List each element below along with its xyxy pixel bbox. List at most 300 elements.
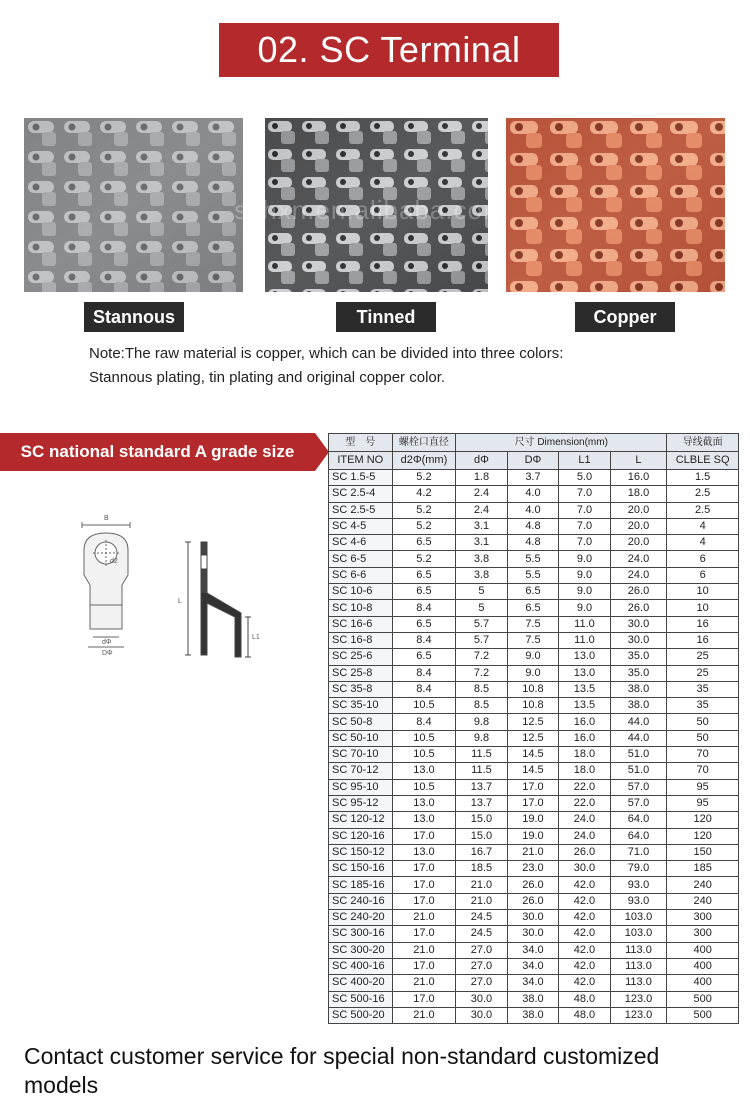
value-cell: 42.0 <box>559 910 611 926</box>
side-view <box>185 542 251 657</box>
value-cell: 64.0 <box>610 828 667 844</box>
value-cell: 240 <box>667 893 739 909</box>
value-cell: 7.0 <box>559 535 611 551</box>
item-no-cell: SC 95-10 <box>329 779 393 795</box>
value-cell: 16.0 <box>559 730 611 746</box>
terminal-dimension-diagram <box>60 505 275 675</box>
item-no-cell: SC 95-12 <box>329 795 393 811</box>
item-no-cell: SC 300-16 <box>329 926 393 942</box>
value-cell: 2.4 <box>456 486 508 502</box>
value-cell: 6.5 <box>392 616 456 632</box>
item-no-cell: SC 240-20 <box>329 910 393 926</box>
value-cell: 7.2 <box>456 649 508 665</box>
value-cell: 48.0 <box>559 991 611 1007</box>
value-cell: 44.0 <box>610 714 667 730</box>
value-cell: 113.0 <box>610 975 667 991</box>
value-cell: 7.0 <box>559 486 611 502</box>
table-row <box>329 681 739 697</box>
item-no-cell: SC 120-16 <box>329 828 393 844</box>
value-cell: 3.1 <box>456 518 508 534</box>
value-cell: 30.0 <box>456 1007 508 1023</box>
value-cell: 8.5 <box>456 698 508 714</box>
value-cell: 57.0 <box>610 795 667 811</box>
value-cell: 21.0 <box>392 910 456 926</box>
value-cell: 240 <box>667 877 739 893</box>
value-cell: 8.4 <box>392 600 456 616</box>
item-no-cell: SC 500-16 <box>329 991 393 1007</box>
item-no-cell: SC 16-8 <box>329 632 393 648</box>
item-no-cell: SC 25-8 <box>329 665 393 681</box>
value-cell: 18.0 <box>559 747 611 763</box>
item-no-cell: SC 16-6 <box>329 616 393 632</box>
front-view <box>82 522 130 647</box>
item-no-cell: SC 400-20 <box>329 975 393 991</box>
value-cell: 10.8 <box>507 681 559 697</box>
value-cell: 6 <box>667 567 739 583</box>
value-cell: 4 <box>667 535 739 551</box>
item-no-cell: SC 2.5-5 <box>329 502 393 518</box>
value-cell: 4.0 <box>507 486 559 502</box>
value-cell: 30.0 <box>559 861 611 877</box>
value-cell: 500 <box>667 1007 739 1023</box>
dimension-header: 尺寸 Dimension(mm) <box>456 434 667 452</box>
table-row <box>329 763 739 779</box>
value-cell: 17.0 <box>392 893 456 909</box>
value-cell: 8.4 <box>392 681 456 697</box>
value-cell: 7.0 <box>559 502 611 518</box>
value-cell: 7.5 <box>507 632 559 648</box>
value-cell: 93.0 <box>610 893 667 909</box>
value-cell: 103.0 <box>610 926 667 942</box>
value-cell: 95 <box>667 795 739 811</box>
item-no-cell: SC 70-10 <box>329 747 393 763</box>
value-cell: 48.0 <box>559 1007 611 1023</box>
item-no-cell: SC 185-16 <box>329 877 393 893</box>
value-cell: 8.4 <box>392 632 456 648</box>
value-cell: 4.8 <box>507 535 559 551</box>
table-row <box>329 991 739 1007</box>
value-cell: 16 <box>667 616 739 632</box>
value-cell: 5.5 <box>507 551 559 567</box>
dim-d-label: dΦ <box>102 639 112 646</box>
item-no-cell: SC 2.5-4 <box>329 486 393 502</box>
table-row <box>329 486 739 502</box>
value-cell: 38.0 <box>507 991 559 1007</box>
item-no-cell: SC 6-5 <box>329 551 393 567</box>
value-cell: 10 <box>667 584 739 600</box>
value-cell: 18.0 <box>559 763 611 779</box>
value-cell: 9.0 <box>559 551 611 567</box>
copper-label: Copper <box>575 302 675 332</box>
value-cell: 13.7 <box>456 779 508 795</box>
value-cell: 10.5 <box>392 747 456 763</box>
value-cell: 3.8 <box>456 567 508 583</box>
note-line-2: Stannous plating, tin plating and original copper color. <box>89 369 446 386</box>
footer-note: Contact customer service for special non-standard customized models <box>24 1043 660 1098</box>
value-cell: 7.2 <box>456 665 508 681</box>
col-l1-header: L1 <box>559 452 611 470</box>
value-cell: 5.2 <box>392 551 456 567</box>
value-cell: 6.5 <box>392 535 456 551</box>
value-cell: 15.0 <box>456 828 508 844</box>
value-cell: 27.0 <box>456 975 508 991</box>
value-cell: 11.5 <box>456 763 508 779</box>
table-row <box>329 942 739 958</box>
value-cell: 12.5 <box>507 730 559 746</box>
table-row <box>329 665 739 681</box>
value-cell: 34.0 <box>507 942 559 958</box>
value-cell: 26.0 <box>610 600 667 616</box>
tinned-terminals-photo <box>265 118 488 292</box>
value-cell: 30.0 <box>610 616 667 632</box>
value-cell: 5.5 <box>507 567 559 583</box>
value-cell: 16 <box>667 632 739 648</box>
value-cell: 123.0 <box>610 1007 667 1023</box>
value-cell: 44.0 <box>610 730 667 746</box>
value-cell: 38.0 <box>610 681 667 697</box>
table-row <box>329 812 739 828</box>
value-cell: 34.0 <box>507 975 559 991</box>
item-no-cell: SC 500-20 <box>329 1007 393 1023</box>
value-cell: 4.8 <box>507 518 559 534</box>
value-cell: 20.0 <box>610 535 667 551</box>
col-d2-header: d2Φ(mm) <box>392 452 456 470</box>
value-cell: 42.0 <box>559 877 611 893</box>
stannous-terminals-photo <box>24 118 243 292</box>
value-cell: 19.0 <box>507 828 559 844</box>
table-row <box>329 470 739 486</box>
value-cell: 13.0 <box>392 763 456 779</box>
dimension-table <box>328 433 739 1024</box>
value-cell: 35 <box>667 681 739 697</box>
value-cell: 6.5 <box>507 584 559 600</box>
value-cell: 4.2 <box>392 486 456 502</box>
value-cell: 71.0 <box>610 844 667 860</box>
value-cell: 26.0 <box>610 584 667 600</box>
item-no-cell: SC 10-6 <box>329 584 393 600</box>
table-row <box>329 844 739 860</box>
item-no-cell: SC 25-6 <box>329 649 393 665</box>
item-no-cell: SC 150-12 <box>329 844 393 860</box>
value-cell: 24.0 <box>559 828 611 844</box>
value-cell: 6 <box>667 551 739 567</box>
table-row <box>329 551 739 567</box>
table-row <box>329 649 739 665</box>
value-cell: 51.0 <box>610 747 667 763</box>
value-cell: 22.0 <box>559 779 611 795</box>
value-cell: 8.4 <box>392 665 456 681</box>
value-cell: 300 <box>667 910 739 926</box>
material-note <box>89 342 689 390</box>
value-cell: 21.0 <box>392 975 456 991</box>
value-cell: 113.0 <box>610 958 667 974</box>
value-cell: 70 <box>667 763 739 779</box>
value-cell: 17.0 <box>392 926 456 942</box>
value-cell: 185 <box>667 861 739 877</box>
value-cell: 16.0 <box>610 470 667 486</box>
value-cell: 120 <box>667 812 739 828</box>
item-no-cell: SC 4-5 <box>329 518 393 534</box>
value-cell: 7.5 <box>507 616 559 632</box>
dim-b-label: B <box>104 515 109 522</box>
col-D-header: DΦ <box>507 452 559 470</box>
table-row <box>329 747 739 763</box>
item-no-header: ITEM NO <box>329 452 393 470</box>
value-cell: 10.5 <box>392 698 456 714</box>
value-cell: 64.0 <box>610 812 667 828</box>
value-cell: 120 <box>667 828 739 844</box>
value-cell: 17.0 <box>392 991 456 1007</box>
item-no-cell: SC 50-10 <box>329 730 393 746</box>
cable-sq-header: CLBLE SQ <box>667 452 739 470</box>
value-cell: 10.8 <box>507 698 559 714</box>
table-row <box>329 518 739 534</box>
item-no-cell: SC 120-12 <box>329 812 393 828</box>
value-cell: 123.0 <box>610 991 667 1007</box>
value-cell: 35.0 <box>610 649 667 665</box>
item-no-cell: SC 150-16 <box>329 861 393 877</box>
value-cell: 21.0 <box>392 1007 456 1023</box>
section-title: SC national standard A grade size <box>0 433 315 471</box>
value-cell: 5.0 <box>559 470 611 486</box>
value-cell: 2.4 <box>456 502 508 518</box>
value-cell: 23.0 <box>507 861 559 877</box>
table-row <box>329 795 739 811</box>
table-row <box>329 779 739 795</box>
table-row <box>329 698 739 714</box>
value-cell: 400 <box>667 942 739 958</box>
value-cell: 6.5 <box>392 584 456 600</box>
value-cell: 30.0 <box>507 926 559 942</box>
value-cell: 9.8 <box>456 714 508 730</box>
table-row <box>329 535 739 551</box>
value-cell: 18.5 <box>456 861 508 877</box>
value-cell: 35 <box>667 698 739 714</box>
value-cell: 150 <box>667 844 739 860</box>
note-line-1: Note:The raw material is copper, which can be divided into three colors: <box>89 345 564 362</box>
value-cell: 11.5 <box>456 747 508 763</box>
value-cell: 1.8 <box>456 470 508 486</box>
value-cell: 5.2 <box>392 518 456 534</box>
value-cell: 5.7 <box>456 632 508 648</box>
value-cell: 18.0 <box>610 486 667 502</box>
value-cell: 21.0 <box>507 844 559 860</box>
value-cell: 34.0 <box>507 958 559 974</box>
value-cell: 13.5 <box>559 681 611 697</box>
value-cell: 42.0 <box>559 926 611 942</box>
value-cell: 24.0 <box>559 812 611 828</box>
value-cell: 5.2 <box>392 502 456 518</box>
table-row <box>329 926 739 942</box>
table-row <box>329 584 739 600</box>
value-cell: 10.5 <box>392 779 456 795</box>
value-cell: 50 <box>667 714 739 730</box>
value-cell: 51.0 <box>610 763 667 779</box>
table-row <box>329 730 739 746</box>
item-no-cell: SC 35-10 <box>329 698 393 714</box>
item-no-cell: SC 70-12 <box>329 763 393 779</box>
value-cell: 400 <box>667 958 739 974</box>
value-cell: 38.0 <box>507 1007 559 1023</box>
value-cell: 1.5 <box>667 470 739 486</box>
value-cell: 19.0 <box>507 812 559 828</box>
value-cell: 50 <box>667 730 739 746</box>
page-title: 02. SC Terminal <box>219 23 559 77</box>
cable-cn-header: 导线截面 <box>667 434 739 452</box>
value-cell: 13.0 <box>392 844 456 860</box>
value-cell: 8.4 <box>392 714 456 730</box>
value-cell: 21.0 <box>392 942 456 958</box>
value-cell: 17.0 <box>392 861 456 877</box>
value-cell: 79.0 <box>610 861 667 877</box>
value-cell: 20.0 <box>610 518 667 534</box>
value-cell: 3.8 <box>456 551 508 567</box>
item-no-cell: SC 50-8 <box>329 714 393 730</box>
value-cell: 7.0 <box>559 518 611 534</box>
value-cell: 9.0 <box>559 584 611 600</box>
value-cell: 6.5 <box>392 649 456 665</box>
value-cell: 70 <box>667 747 739 763</box>
col-d-header: dΦ <box>456 452 508 470</box>
value-cell: 5 <box>456 584 508 600</box>
value-cell: 3.7 <box>507 470 559 486</box>
value-cell: 24.5 <box>456 926 508 942</box>
value-cell: 27.0 <box>456 958 508 974</box>
value-cell: 2.5 <box>667 486 739 502</box>
table-row <box>329 893 739 909</box>
value-cell: 13.7 <box>456 795 508 811</box>
table-row <box>329 714 739 730</box>
dim-l-label: L <box>178 598 182 605</box>
value-cell: 17.0 <box>392 877 456 893</box>
value-cell: 5.2 <box>392 470 456 486</box>
value-cell: 13.0 <box>559 665 611 681</box>
value-cell: 11.0 <box>559 616 611 632</box>
value-cell: 400 <box>667 975 739 991</box>
table-row <box>329 861 739 877</box>
item-no-cell: SC 1.5-5 <box>329 470 393 486</box>
value-cell: 30.0 <box>456 991 508 1007</box>
value-cell: 38.0 <box>610 698 667 714</box>
table-body <box>329 470 739 1024</box>
value-cell: 9.0 <box>507 649 559 665</box>
value-cell: 6.5 <box>392 567 456 583</box>
value-cell: 13.0 <box>392 795 456 811</box>
value-cell: 8.5 <box>456 681 508 697</box>
value-cell: 12.5 <box>507 714 559 730</box>
value-cell: 17.0 <box>507 779 559 795</box>
value-cell: 4 <box>667 518 739 534</box>
value-cell: 16.7 <box>456 844 508 860</box>
value-cell: 25 <box>667 665 739 681</box>
item-no-cell: SC 35-8 <box>329 681 393 697</box>
value-cell: 6.5 <box>507 600 559 616</box>
value-cell: 42.0 <box>559 958 611 974</box>
hole-cn-header: 螺栓口直径 <box>392 434 456 452</box>
value-cell: 24.0 <box>610 551 667 567</box>
dim-l1-label: L1 <box>252 634 260 641</box>
value-cell: 95 <box>667 779 739 795</box>
table-row <box>329 502 739 518</box>
value-cell: 14.5 <box>507 763 559 779</box>
value-cell: 42.0 <box>559 975 611 991</box>
table-row <box>329 877 739 893</box>
table-row <box>329 975 739 991</box>
value-cell: 26.0 <box>507 877 559 893</box>
stannous-label: Stannous <box>84 302 184 332</box>
value-cell: 13.0 <box>392 812 456 828</box>
value-cell: 42.0 <box>559 942 611 958</box>
item-no-cell: SC 4-6 <box>329 535 393 551</box>
table-row <box>329 958 739 974</box>
dim-D-label: DΦ <box>102 650 113 657</box>
value-cell: 500 <box>667 991 739 1007</box>
value-cell: 5 <box>456 600 508 616</box>
value-cell: 15.0 <box>456 812 508 828</box>
value-cell: 24.0 <box>610 567 667 583</box>
value-cell: 26.0 <box>507 893 559 909</box>
value-cell: 14.5 <box>507 747 559 763</box>
value-cell: 3.1 <box>456 535 508 551</box>
copper-terminals-photo <box>506 118 725 292</box>
value-cell: 42.0 <box>559 893 611 909</box>
value-cell: 9.0 <box>507 665 559 681</box>
item-no-cell: SC 400-16 <box>329 958 393 974</box>
value-cell: 30.0 <box>610 632 667 648</box>
value-cell: 21.0 <box>456 877 508 893</box>
value-cell: 10.5 <box>392 730 456 746</box>
value-cell: 22.0 <box>559 795 611 811</box>
value-cell: 11.0 <box>559 632 611 648</box>
value-cell: 103.0 <box>610 910 667 926</box>
value-cell: 20.0 <box>610 502 667 518</box>
table-row <box>329 910 739 926</box>
item-no-cell: SC 240-16 <box>329 893 393 909</box>
value-cell: 17.0 <box>392 828 456 844</box>
value-cell: 35.0 <box>610 665 667 681</box>
table-row <box>329 828 739 844</box>
item-no-cell: SC 10-8 <box>329 600 393 616</box>
table-row <box>329 1007 739 1023</box>
value-cell: 24.5 <box>456 910 508 926</box>
value-cell: 13.0 <box>559 649 611 665</box>
value-cell: 9.8 <box>456 730 508 746</box>
value-cell: 10 <box>667 600 739 616</box>
col-l-header: L <box>610 452 667 470</box>
value-cell: 16.0 <box>559 714 611 730</box>
value-cell: 17.0 <box>507 795 559 811</box>
value-cell: 9.0 <box>559 567 611 583</box>
value-cell: 27.0 <box>456 942 508 958</box>
table-row <box>329 632 739 648</box>
item-no-cell: SC 300-20 <box>329 942 393 958</box>
table-row <box>329 616 739 632</box>
value-cell: 9.0 <box>559 600 611 616</box>
dim-d2-label: d2 <box>110 558 118 565</box>
value-cell: 13.5 <box>559 698 611 714</box>
watermark: szhxn.en.alibaba.com <box>234 195 506 225</box>
table-row <box>329 600 739 616</box>
value-cell: 113.0 <box>610 942 667 958</box>
value-cell: 30.0 <box>507 910 559 926</box>
value-cell: 5.7 <box>456 616 508 632</box>
value-cell: 25 <box>667 649 739 665</box>
value-cell: 57.0 <box>610 779 667 795</box>
item-no-cell: SC 6-6 <box>329 567 393 583</box>
value-cell: 17.0 <box>392 958 456 974</box>
value-cell: 2.5 <box>667 502 739 518</box>
type-cn-header: 型 号 <box>329 434 393 452</box>
